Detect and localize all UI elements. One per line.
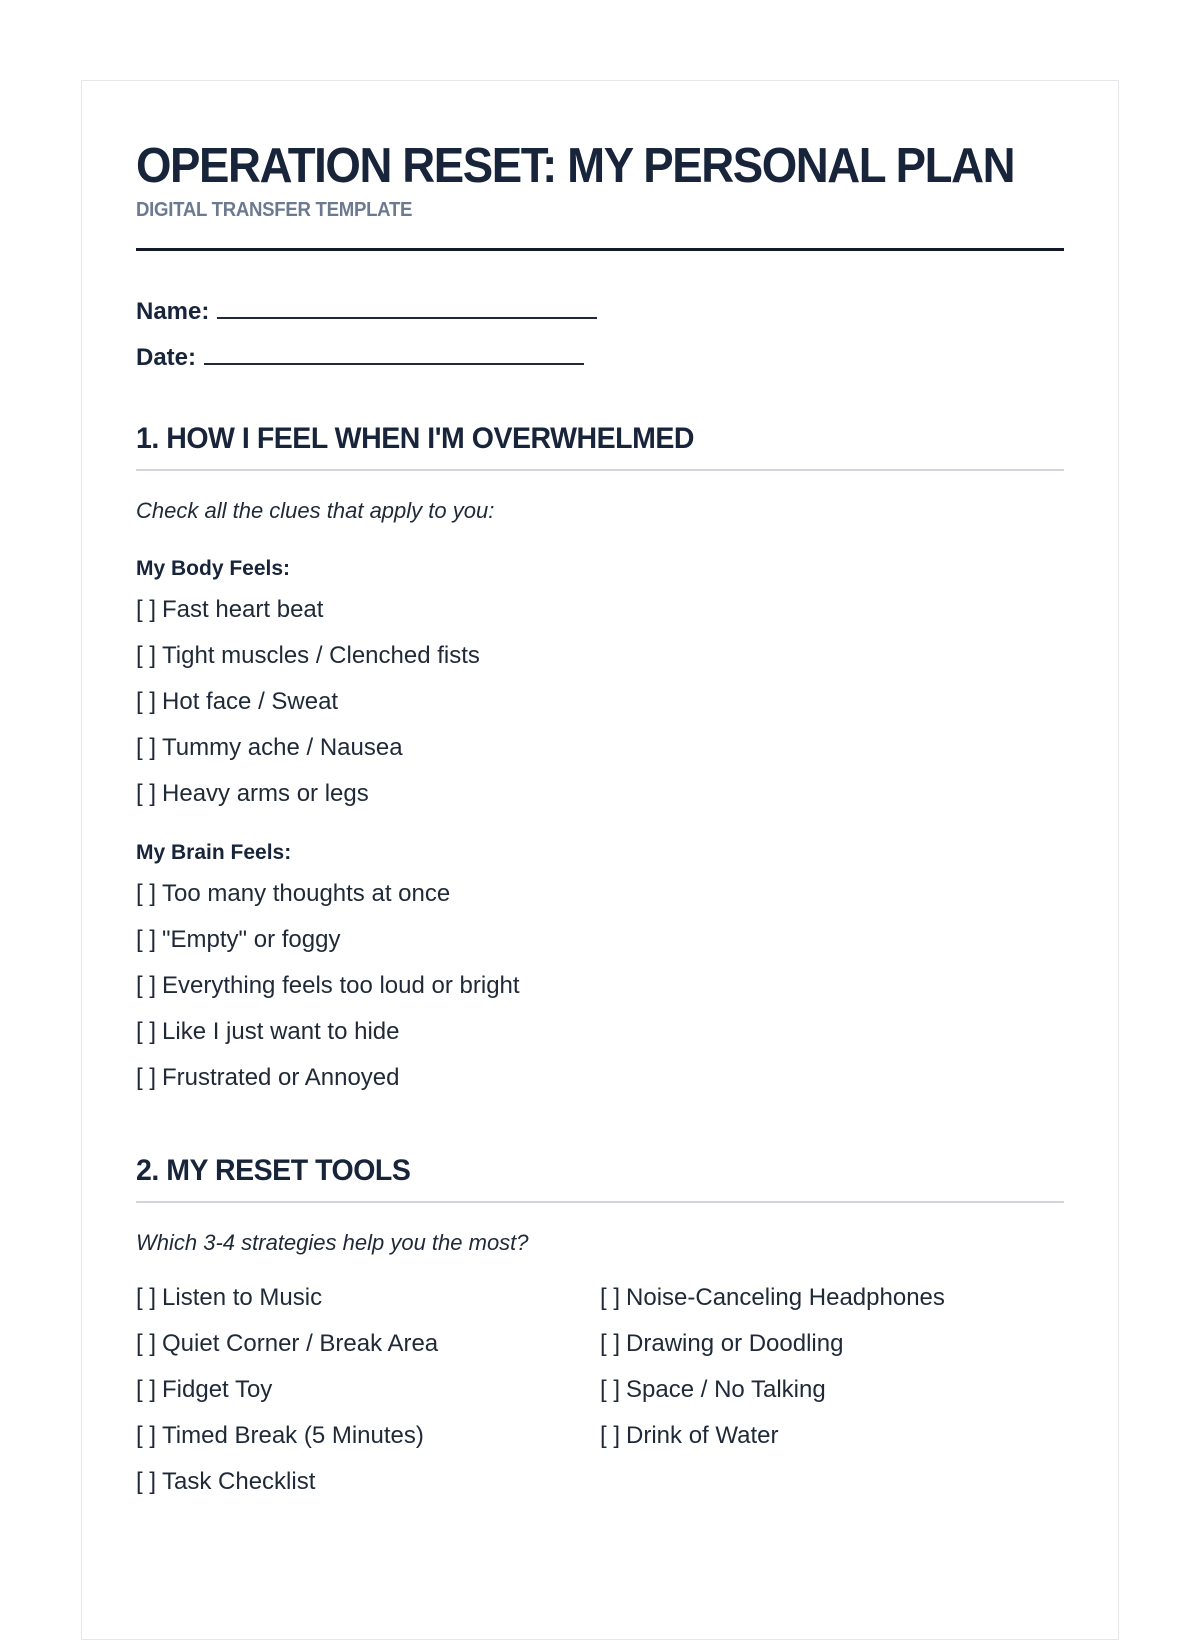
checklist-item[interactable] [136, 1283, 600, 1313]
checklist-item-label: Heavy arms or legs [162, 780, 369, 807]
reset-tools-right-column [600, 1283, 1064, 1513]
page-subtitle: DIGITAL TRANSFER TEMPLATE [136, 199, 413, 221]
checkbox-icon[interactable]: [ ] [600, 1330, 621, 1357]
checklist-item[interactable] [600, 1329, 1064, 1359]
checklist-item[interactable] [136, 879, 1064, 909]
checkbox-icon[interactable]: [ ] [136, 926, 157, 953]
checkbox-icon[interactable]: [ ] [136, 1330, 157, 1357]
checklist-item-label: Hot face / Sweat [162, 688, 339, 715]
checklist-item-label: Tight muscles / Clenched fists [162, 642, 480, 669]
checkbox-icon[interactable]: [ ] [136, 1468, 157, 1495]
checkbox-icon[interactable]: [ ] [136, 1018, 157, 1045]
page-title: OPERATION RESET: MY PERSONAL PLAN [136, 139, 1015, 193]
checkbox-icon[interactable]: [ ] [136, 1064, 157, 1091]
checklist-item[interactable] [136, 687, 1064, 717]
checkbox-icon[interactable]: [ ] [136, 596, 157, 623]
checkbox-icon[interactable]: [ ] [136, 780, 157, 807]
checklist-item-label: Drawing or Doodling [626, 1330, 844, 1357]
checkbox-icon[interactable]: [ ] [600, 1376, 621, 1403]
checklist-item-label: Fidget Toy [162, 1376, 273, 1403]
checklist-item[interactable] [136, 1375, 600, 1405]
checklist-item[interactable] [136, 1017, 1064, 1047]
checkbox-icon[interactable]: [ ] [136, 642, 157, 669]
checklist-item-label: Space / No Talking [626, 1376, 826, 1403]
checklist-item[interactable] [136, 971, 1064, 1001]
checklist-item-label: Task Checklist [162, 1468, 316, 1495]
section-2-divider [136, 1201, 1064, 1203]
checklist-item-label: Quiet Corner / Break Area [162, 1330, 439, 1357]
checklist-item-label: Timed Break (5 Minutes) [162, 1422, 424, 1449]
checklist-item[interactable] [136, 1467, 600, 1497]
checklist-item-label: "Empty" or foggy [162, 926, 341, 953]
checklist-item[interactable] [600, 1375, 1064, 1405]
checklist-item-label: Everything feels too loud or bright [162, 972, 520, 999]
checkbox-icon[interactable]: [ ] [136, 734, 157, 761]
checklist-item[interactable] [600, 1283, 1064, 1313]
reset-tools-left-column [136, 1283, 600, 1513]
checkbox-icon[interactable]: [ ] [136, 972, 157, 999]
checkbox-icon[interactable]: [ ] [136, 880, 157, 907]
date-blank-line[interactable] [204, 345, 584, 365]
checklist-item[interactable] [136, 1063, 1064, 1093]
checklist-item-label: Listen to Music [162, 1284, 323, 1311]
reset-tools-grid [136, 1283, 1064, 1513]
checkbox-icon[interactable]: [ ] [600, 1422, 621, 1449]
section-1-divider [136, 469, 1064, 471]
worksheet-page [81, 80, 1119, 1640]
checklist-item[interactable] [136, 1329, 600, 1359]
checklist-item[interactable] [136, 733, 1064, 763]
checkbox-icon[interactable]: [ ] [136, 1376, 157, 1403]
section-1-heading: 1. HOW I FEEL WHEN I'M OVERWHELMED [136, 422, 695, 455]
checklist-item-label: Fast heart beat [162, 596, 324, 623]
name-label: Name: [136, 298, 210, 325]
date-field-row [136, 343, 1064, 373]
name-field-row [136, 297, 1064, 327]
body-feels-list [136, 595, 1064, 809]
checklist-item-label: Tummy ache / Nausea [162, 734, 403, 761]
checklist-item[interactable] [136, 595, 1064, 625]
section-1-prompt: Check all the clues that apply to you: [136, 498, 495, 523]
checkbox-icon[interactable]: [ ] [136, 1284, 157, 1311]
brain-feels-list [136, 879, 1064, 1093]
checklist-item[interactable] [600, 1421, 1064, 1451]
checklist-item-label: Frustrated or Annoyed [162, 1064, 400, 1091]
section-2-prompt: Which 3-4 strategies help you the most? [136, 1230, 529, 1255]
section-2-heading: 2. MY RESET TOOLS [136, 1154, 411, 1187]
checkbox-icon[interactable]: [ ] [136, 1422, 157, 1449]
checkbox-icon[interactable]: [ ] [600, 1284, 621, 1311]
checklist-item[interactable] [136, 1421, 600, 1451]
checklist-item-label: Like I just want to hide [162, 1018, 400, 1045]
checklist-item-label: Too many thoughts at once [162, 880, 451, 907]
checklist-item[interactable] [136, 641, 1064, 671]
checkbox-icon[interactable]: [ ] [136, 688, 157, 715]
title-divider [136, 248, 1064, 251]
date-label: Date: [136, 344, 197, 371]
checklist-item-label: Drink of Water [626, 1422, 779, 1449]
checklist-item[interactable] [136, 925, 1064, 955]
brain-feels-label: My Brain Feels: [136, 841, 292, 864]
name-blank-line[interactable] [217, 299, 597, 319]
checklist-item-label: Noise-Canceling Headphones [626, 1284, 945, 1311]
body-feels-label: My Body Feels: [136, 557, 291, 580]
checklist-item[interactable] [136, 779, 1064, 809]
